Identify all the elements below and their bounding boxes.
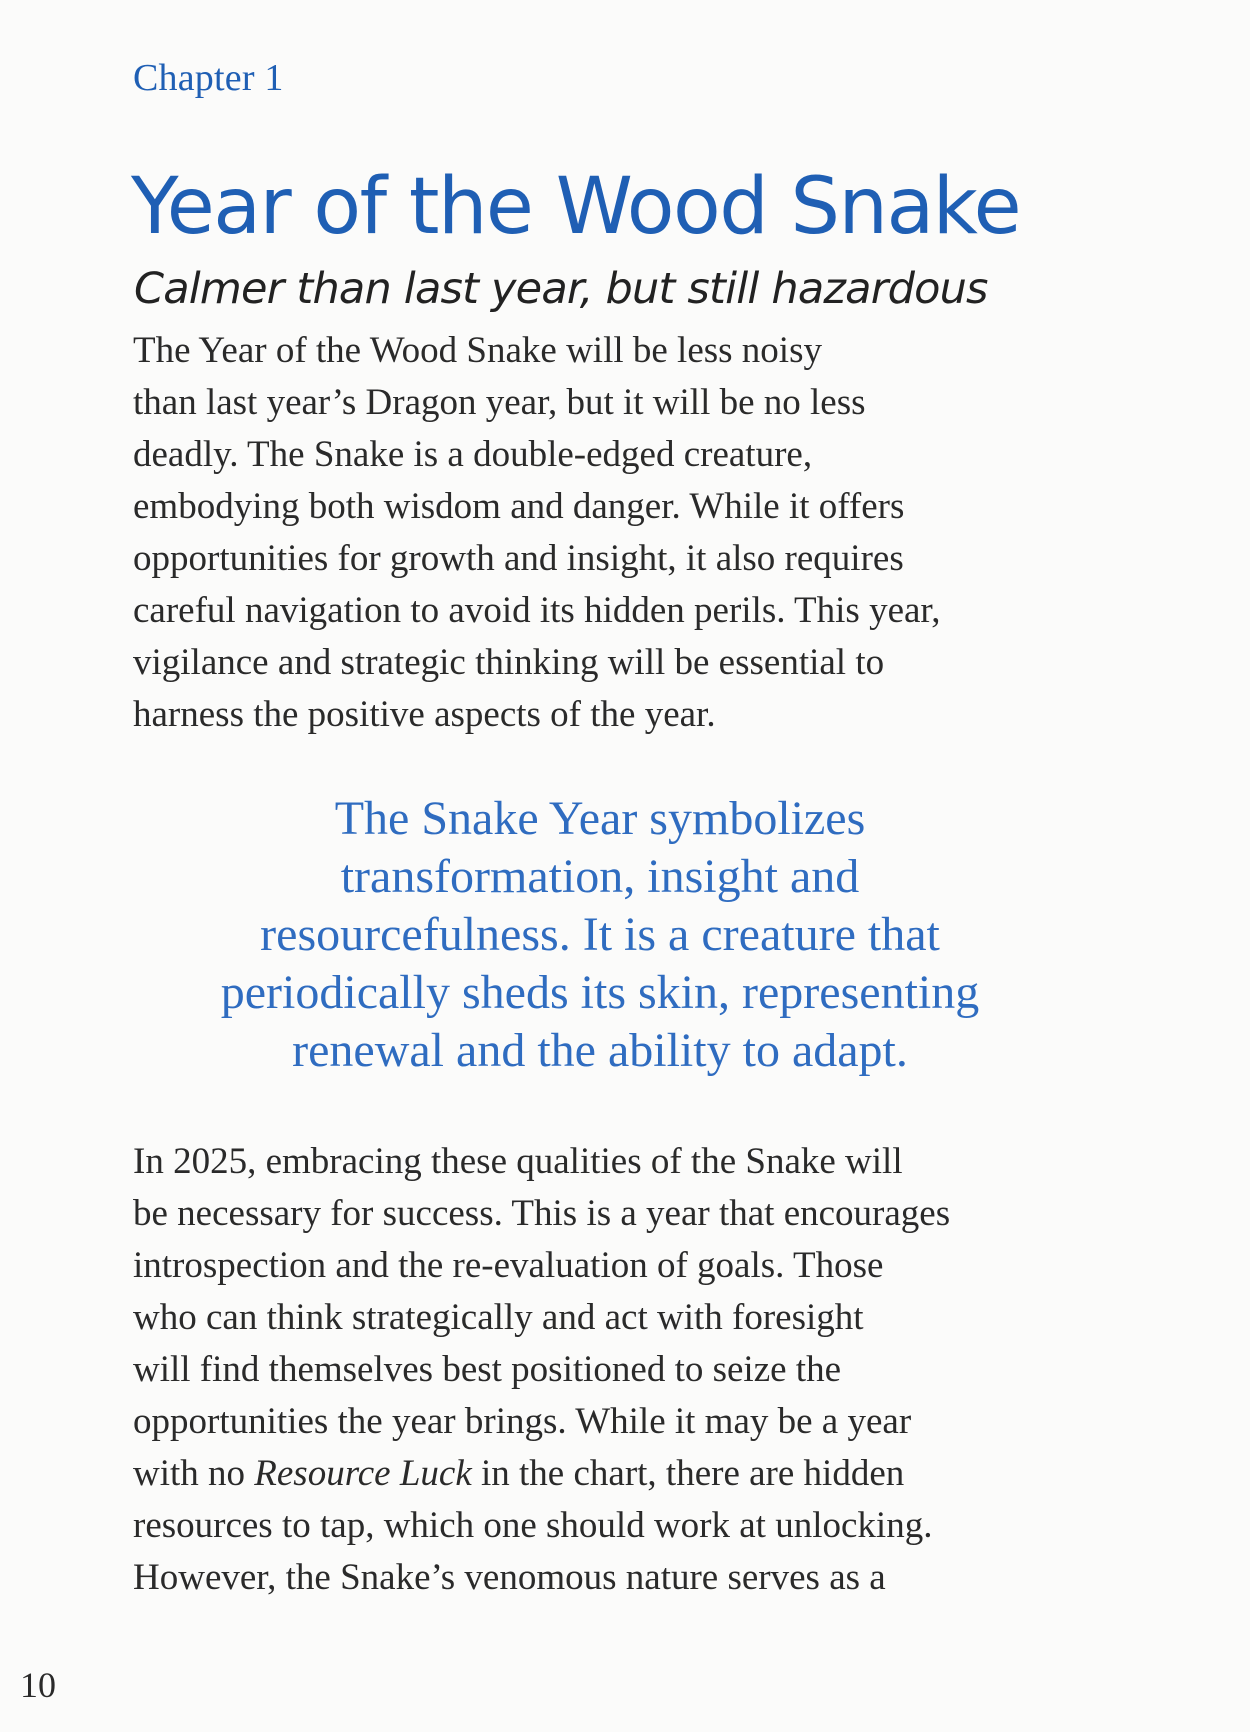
pull-quote-line: transformation, insight and xyxy=(340,850,860,903)
paragraph-line: harness the positive aspects of the year. xyxy=(133,694,716,735)
page-number: 10 xyxy=(20,1665,56,1705)
pull-quote-line: periodically sheds its skin, representing xyxy=(220,966,980,1019)
paragraph-line: opportunities the year brings. While it may be a year xyxy=(133,1401,912,1442)
body-paragraph-2025 xyxy=(133,1136,1093,1604)
paragraph-line: In 2025, embracing these qualities of the Snake will xyxy=(133,1141,903,1182)
pull-quote xyxy=(100,790,1100,1080)
line-suffix: in the chart, there are hidden xyxy=(471,1453,905,1494)
intro-paragraph xyxy=(133,325,1093,741)
paragraph-line: deadly. The Snake is a double-edged creature, xyxy=(133,434,813,475)
page-title: Year of the Wood Snake xyxy=(131,162,1021,252)
paragraph-line: opportunities for growth and insight, it also requires xyxy=(133,538,904,579)
pull-quote-line: renewal and the ability to adapt. xyxy=(292,1024,908,1077)
pull-quote-line: The Snake Year symbolizes xyxy=(334,792,866,845)
line-prefix: with no xyxy=(133,1453,255,1494)
paragraph-line-with-emphasis xyxy=(133,1448,1093,1500)
paragraph-line: vigilance and strategic thinking will be essential to xyxy=(133,642,885,683)
page-subtitle: Calmer than last year, but still hazardous xyxy=(134,264,988,314)
paragraph-line: who can think strategically and act with foresight xyxy=(133,1297,864,1338)
paragraph-line: introspection and the re-evaluation of goals. Those xyxy=(133,1245,884,1286)
paragraph-line: be necessary for success. This is a year that encourages xyxy=(133,1193,951,1234)
paragraph-line: However, the Snake’s venomous nature serves as a xyxy=(133,1557,886,1598)
paragraph-line: embodying both wisdom and danger. While it offers xyxy=(133,486,905,527)
paragraph-line: resources to tap, which one should work at unlocking. xyxy=(133,1505,933,1546)
paragraph-line: will find themselves best positioned to seize the xyxy=(133,1349,842,1390)
chapter-label: Chapter 1 xyxy=(133,57,284,99)
paragraph-line: The Year of the Wood Snake will be less noisy xyxy=(133,330,822,371)
paragraph-line: careful navigation to avoid its hidden perils. This year, xyxy=(133,590,941,631)
paragraph-line: than last year’s Dragon year, but it will be no less xyxy=(133,382,866,423)
resource-luck-emphasis: Resource Luck xyxy=(254,1453,472,1494)
pull-quote-line: resourcefulness. It is a creature that xyxy=(260,908,940,961)
